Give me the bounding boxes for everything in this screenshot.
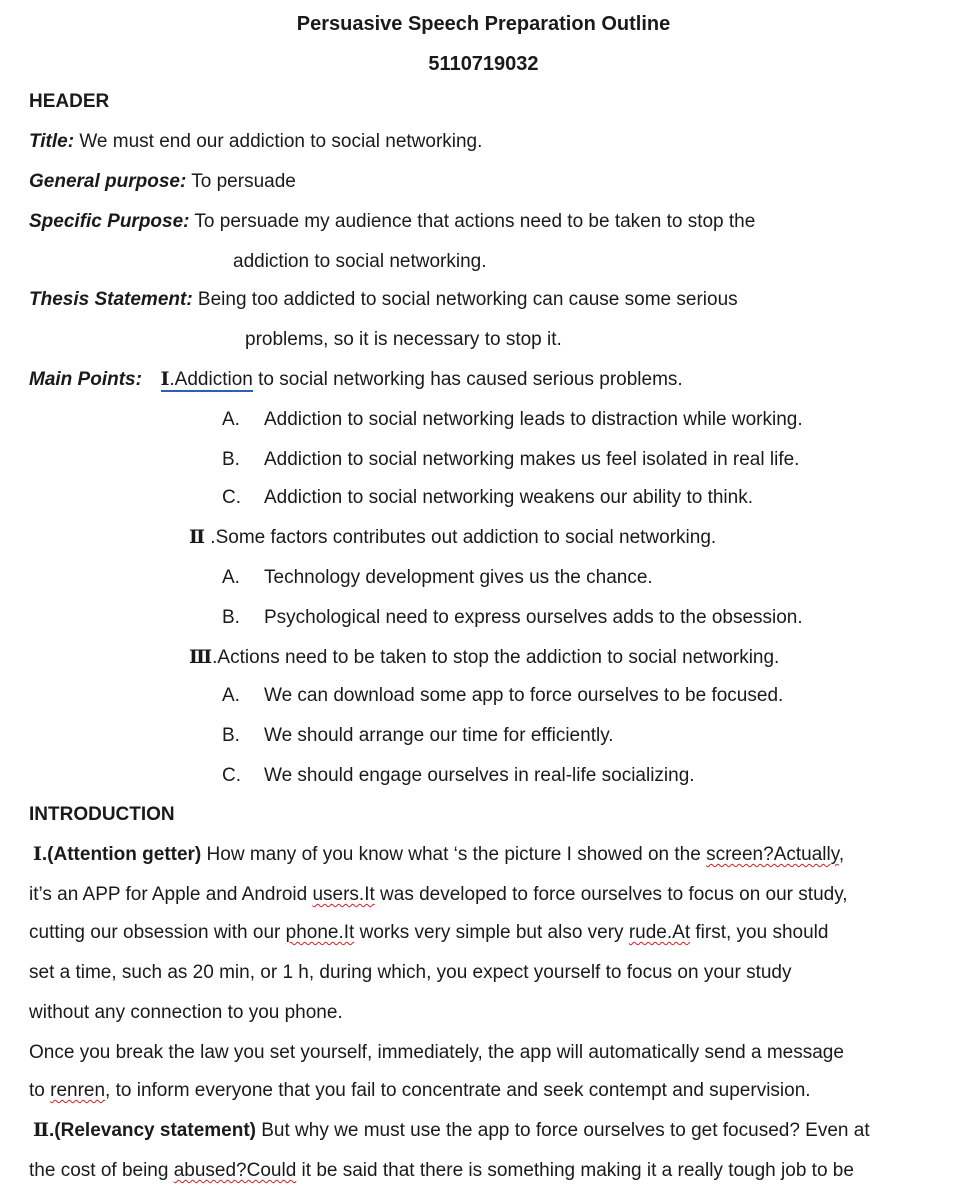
intro-p1-line6: Once you break the law you set yourself, immediately, the app will automatically send a message: [29, 1042, 844, 1063]
general-purpose-line: [29, 170, 296, 194]
spelling-flag: abused?Could: [173, 1160, 297, 1181]
sub-point-1a: [222, 408, 803, 432]
spelling-flag: rude.At: [628, 922, 691, 943]
intro-text: , to inform everyone that you fail to concentrate and seek contempt and supervision.: [105, 1080, 811, 1101]
specific-purpose-continued: addiction to social networking.: [233, 251, 487, 272]
intro-text: cutting our obsession with our: [29, 922, 286, 943]
main-point-3: [189, 646, 779, 670]
title-label: Title:: [29, 131, 75, 152]
specific-purpose-text: To persuade my audience that actions need to be taken to stop the: [189, 211, 756, 232]
sub-point-letter: B.: [222, 725, 240, 746]
main-point-1-link: [161, 369, 253, 392]
sub-point-letter: B.: [222, 449, 240, 470]
sub-point-1b: [222, 448, 799, 472]
sub-point-text: Addiction to social networking makes us feel isolated in real life.: [264, 449, 800, 470]
intro-p2-numeral: Ⅱ: [33, 1120, 50, 1141]
thesis-continued: problems, so it is necessary to stop it.: [245, 329, 562, 350]
intro-text: the cost of being: [29, 1160, 174, 1181]
sub-point-letter: C.: [222, 487, 241, 508]
document-number: 5110719032: [428, 53, 539, 75]
sub-point-text: Psychological need to express ourselves adds to the obsession.: [264, 607, 803, 628]
intro-text: it’s an APP for Apple and Android: [29, 884, 313, 905]
sub-point-1c: [222, 486, 753, 510]
intro-text: to: [29, 1080, 51, 1101]
title-text: We must end our addiction to social networking.: [74, 131, 483, 152]
sub-point-letter: B.: [222, 607, 240, 628]
sub-point-text: Addiction to social networking weakens our ability to think.: [264, 487, 753, 508]
spelling-flag: phone.It: [285, 922, 355, 943]
intro-p1-line1: [33, 843, 844, 867]
sub-point-text: Technology development gives us the chance.: [264, 567, 653, 588]
intro-p2-line2: [29, 1159, 854, 1183]
intro-p1-line3: [29, 921, 828, 945]
sub-point-3c: [222, 764, 695, 788]
main-point-1-underlined: .Addiction: [169, 369, 253, 390]
main-point-1-text: to social networking has caused serious problems.: [252, 369, 683, 390]
introduction-heading: INTRODUCTION: [29, 804, 175, 825]
intro-p1-line2: [29, 883, 848, 907]
sub-point-2a: [222, 566, 653, 590]
intro-p1-line7: [29, 1079, 811, 1103]
sub-point-letter: A.: [222, 685, 240, 706]
sub-point-letter: C.: [222, 765, 241, 786]
general-purpose-label: General purpose:: [29, 171, 187, 192]
spelling-flag: screen?Actually: [706, 844, 839, 865]
sub-point-text: We can download some app to force ourselves to be focused.: [264, 685, 784, 706]
sub-point-text: Addiction to social networking leads to distraction while working.: [264, 409, 803, 430]
main-point-2-text: .Some factors contributes out addiction to social networking.: [205, 527, 717, 548]
intro-p2-line1: [33, 1119, 870, 1143]
sub-point-text: We should arrange our time for efficiently.: [264, 725, 614, 746]
main-point-2: [189, 526, 716, 550]
intro-p2-text: But why we must use the app to force ourselves to get focused? Even at: [255, 1120, 870, 1141]
main-points-label: Main Points:: [29, 369, 142, 390]
intro-text: it be said that there is something making it a really tough job to be: [296, 1160, 854, 1181]
sub-point-3b: [222, 724, 614, 748]
main-point-1: [29, 368, 683, 392]
thesis-line: [29, 288, 738, 312]
intro-p1-text: How many of you know what ‘s the picture I showed on the: [201, 844, 707, 865]
header-heading: HEADER: [29, 91, 110, 112]
thesis-text: Being too addicted to social networking can cause some serious: [192, 289, 738, 310]
main-point-3-text: .Actions need to be taken to stop the addiction to social networking.: [212, 647, 780, 668]
general-purpose-text: To persuade: [186, 171, 296, 192]
specific-purpose-line: [29, 210, 755, 234]
title-line: [29, 130, 482, 154]
thesis-label: Thesis Statement:: [29, 289, 193, 310]
specific-purpose-label: Specific Purpose:: [29, 211, 190, 232]
sub-point-letter: A.: [222, 409, 240, 430]
sub-point-2b: [222, 606, 803, 630]
document-title: Persuasive Speech Preparation Outline: [296, 13, 671, 35]
spelling-flag: renren: [50, 1080, 106, 1101]
intro-p1-text: ,: [838, 844, 845, 865]
main-point-3-numeral: Ⅲ: [189, 647, 213, 668]
sub-point-letter: A.: [222, 567, 240, 588]
sub-point-text: We should engage ourselves in real-life socializing.: [264, 765, 695, 786]
main-point-2-numeral: Ⅱ: [189, 527, 206, 548]
intro-text: works very simple but also very: [354, 922, 629, 943]
sub-point-3a: [222, 684, 783, 708]
intro-p1-line4: set a time, such as 20 min, or 1 h, during which, you expect yourself to focus on your study: [29, 962, 792, 983]
intro-p1-numeral: Ⅰ: [33, 844, 42, 865]
intro-p1-line5: without any connection to you phone.: [29, 1002, 343, 1023]
intro-text: was developed to force ourselves to focus on our study,: [374, 884, 848, 905]
intro-p2-label: .(Relevancy statement): [49, 1120, 256, 1141]
intro-text: first, you should: [690, 922, 829, 943]
intro-p1-label: .(Attention getter): [41, 844, 202, 865]
main-point-1-numeral: Ⅰ: [160, 369, 170, 390]
spelling-flag: users.It: [312, 884, 375, 905]
